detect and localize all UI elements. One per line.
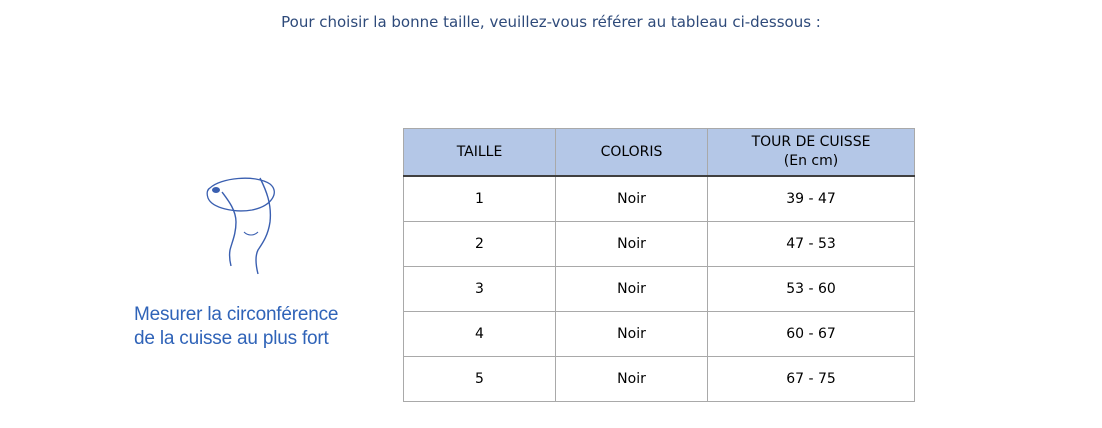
- cell-tour: 39 - 47: [708, 176, 915, 222]
- cell-coloris: Noir: [556, 312, 708, 357]
- cell-coloris: Noir: [556, 357, 708, 402]
- header-tour-de-cuisse: [708, 129, 915, 177]
- thigh-measurement-icon: [200, 170, 290, 280]
- table-row: [404, 357, 915, 402]
- cell-coloris: Noir: [556, 267, 708, 312]
- cell-taille: 1: [404, 176, 556, 222]
- header-tour-line-2: (En cm): [783, 153, 839, 169]
- size-table: [403, 128, 915, 402]
- cell-coloris: Noir: [556, 176, 708, 222]
- caption-line-2: de la cuisse au plus fort: [134, 328, 329, 349]
- cell-tour: 53 - 60: [708, 267, 915, 312]
- caption-line-1: Mesurer la circonférence: [134, 304, 339, 325]
- table-header-row: [404, 129, 915, 177]
- table-row: [404, 176, 915, 222]
- table-row: [404, 267, 915, 312]
- cell-coloris: Noir: [556, 222, 708, 267]
- header-tour-line-1: TOUR DE CUISSE: [751, 134, 871, 150]
- cell-taille: 3: [404, 267, 556, 312]
- cell-tour: 47 - 53: [708, 222, 915, 267]
- page-heading: Pour choisir la bonne taille, veuillez-vous référer au tableau ci-dessous :: [281, 13, 821, 31]
- cell-tour: 67 - 75: [708, 357, 915, 402]
- table-row: [404, 222, 915, 267]
- cell-taille: 5: [404, 357, 556, 402]
- header-taille: TAILLE: [404, 129, 556, 177]
- cell-tour: 60 - 67: [708, 312, 915, 357]
- table-row: [404, 312, 915, 357]
- cell-taille: 4: [404, 312, 556, 357]
- measurement-caption: [134, 303, 394, 351]
- cell-taille: 2: [404, 222, 556, 267]
- header-coloris: COLORIS: [556, 129, 708, 177]
